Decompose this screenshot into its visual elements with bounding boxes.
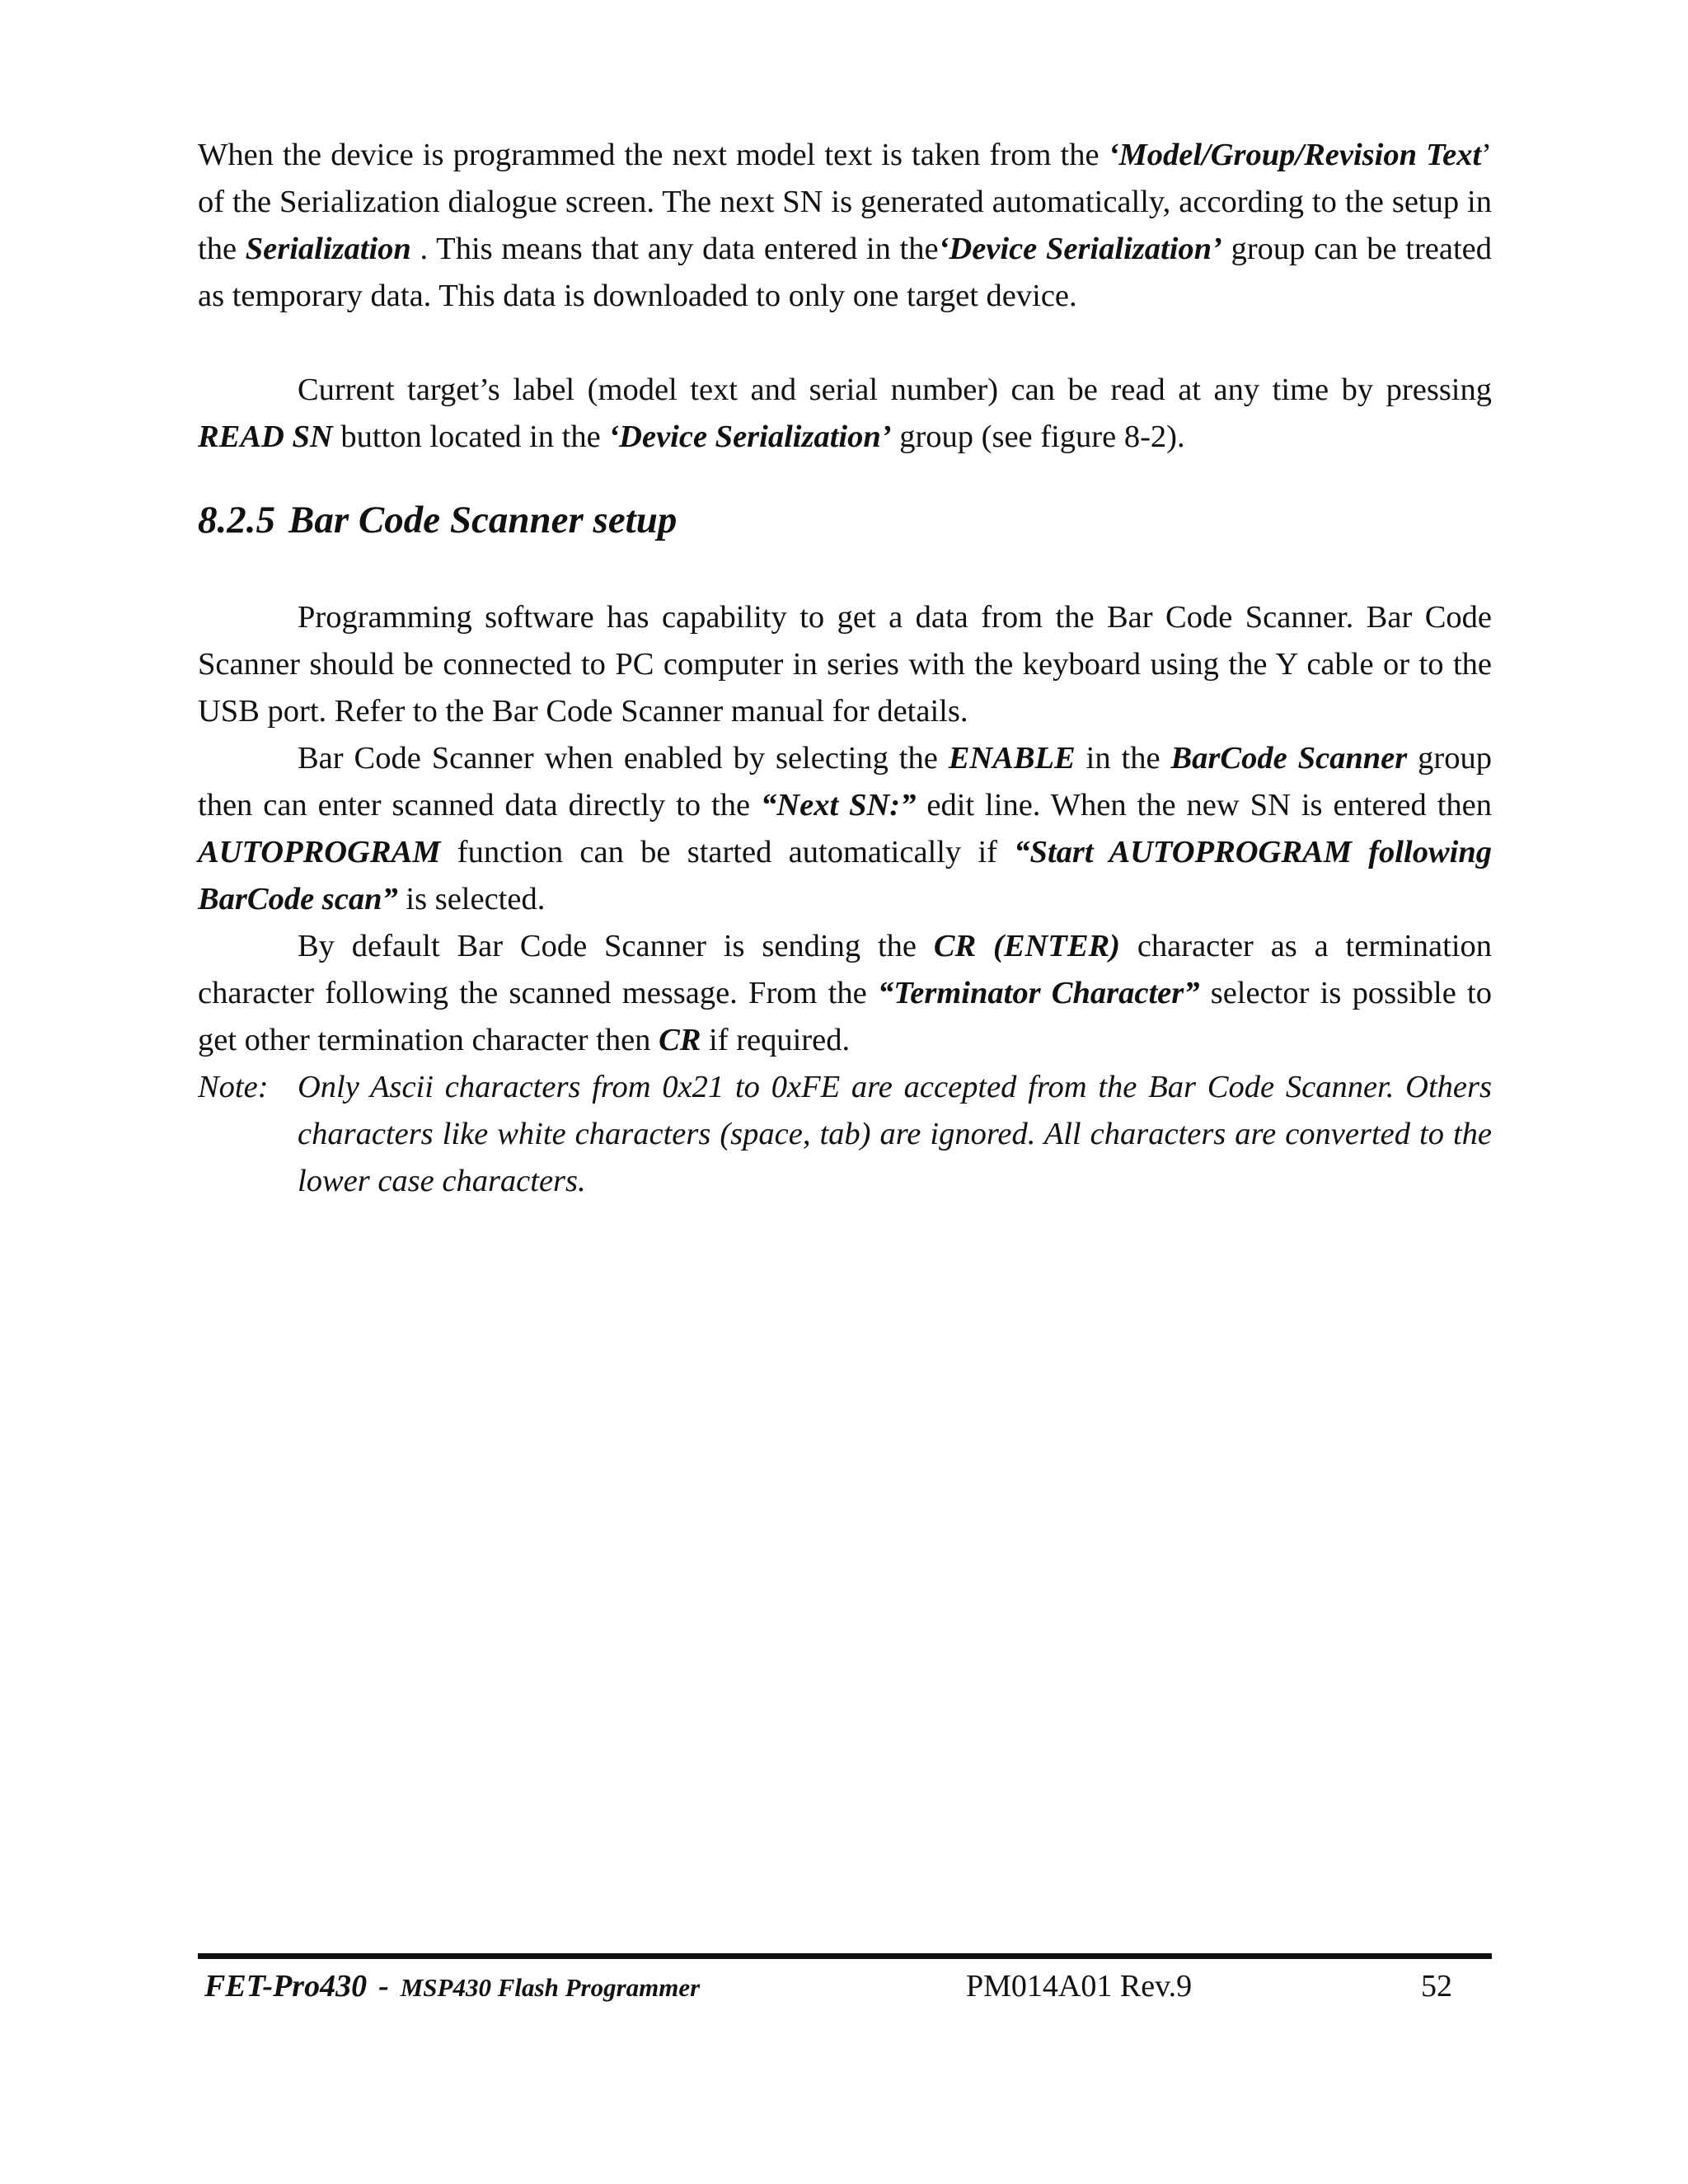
page-body — [198, 132, 1492, 1205]
emphasis-read-sn: READ SN — [198, 419, 333, 454]
emphasis-cr: CR — [659, 1023, 701, 1057]
footer-subtitle: MSP430 Flash Programmer — [400, 1973, 701, 2002]
note-text: Only Ascii characters from 0x21 to 0xFE are accepted from the Bar Code Scanner. Others characters like white characters (space, tab) are ignored. All characters are converted to the lower case characters. — [298, 1070, 1492, 1198]
emphasis-cr-enter: CR (ENTER) — [933, 929, 1121, 963]
emphasis-enable: ENABLE — [948, 741, 1076, 776]
section-number: 8.2.5 — [198, 499, 275, 541]
section-heading — [198, 495, 1492, 545]
page-footer — [198, 1953, 1492, 2017]
emphasis-serialization: Serialization — [245, 232, 411, 266]
emphasis-next-sn: “Next SN:” — [761, 788, 917, 823]
emphasis-barcode-scanner: BarCode Scanner — [1170, 741, 1408, 776]
footer-title — [204, 1967, 700, 2007]
emphasis-model-group-revision-text: ‘Model/Group/Revision Text — [1108, 138, 1482, 172]
footer-dash: - — [378, 1969, 389, 2004]
paragraph-read-sn: Current target’s label (model text and serial number) can be read at any time by pressing READ SN button located in the ‘Device Serialization’ group (see figure 8-2). — [198, 373, 1492, 454]
emphasis-device-serialization-2: ‘Device Serialization’ — [608, 419, 892, 454]
section-title: Bar Code Scanner setup — [288, 499, 678, 541]
footer-doc-id: PM014A01 Rev.9 — [966, 1969, 1193, 2004]
note — [198, 1064, 1492, 1205]
paragraph-scanner-enable: Bar Code Scanner when enabled by selecting the ENABLE in the BarCode Scanner group then can enter scanned data directly to the “Next SN:” edit line. When the new SN is entered then AUTOPROGRAM function can be started automatically if “Start AUTOPROGRAM following BarCode scan” is selected. — [198, 741, 1493, 916]
emphasis-terminator-character: “Terminator Character” — [878, 976, 1200, 1010]
note-label: Note: — [198, 1070, 269, 1104]
emphasis-autoprogram: AUTOPROGRAM — [198, 835, 441, 869]
page-number: 52 — [1421, 1969, 1452, 2004]
footer-rule — [198, 1953, 1492, 1959]
paragraph-terminator: By default Bar Code Scanner is sending the CR (ENTER) character as a termination character following the scanned message. From the “Terminator Character” selector is possible to get other termination character then CR if required. — [198, 929, 1493, 1057]
emphasis-start-autoprogram: “Start AUTOPROGRAM following BarCode scan” — [198, 835, 1492, 916]
emphasis-device-serialization: ‘Device Serialization’ — [938, 232, 1222, 266]
paragraph-programming-serialization: When the device is programmed the next model text is taken from the ‘Model/Group/Revision Text’ of the Serialization dialogue screen. The next SN is generated automatically, according to the setup in the Serialization . This means that any data entered in the‘Device Serialization’ group can be treated as temporary data. This data is downloaded to only one target device. — [198, 138, 1492, 313]
footer-product: FET-Pro430 — [204, 1969, 368, 2004]
paragraph-scanner-capability: Programming software has capability to get a data from the Bar Code Scanner. Bar Code Scanner should be connected to PC computer in series with the keyboard using the Y cable or to the USB port. Refer to the Bar Code Scanner manual for details. — [198, 600, 1492, 729]
